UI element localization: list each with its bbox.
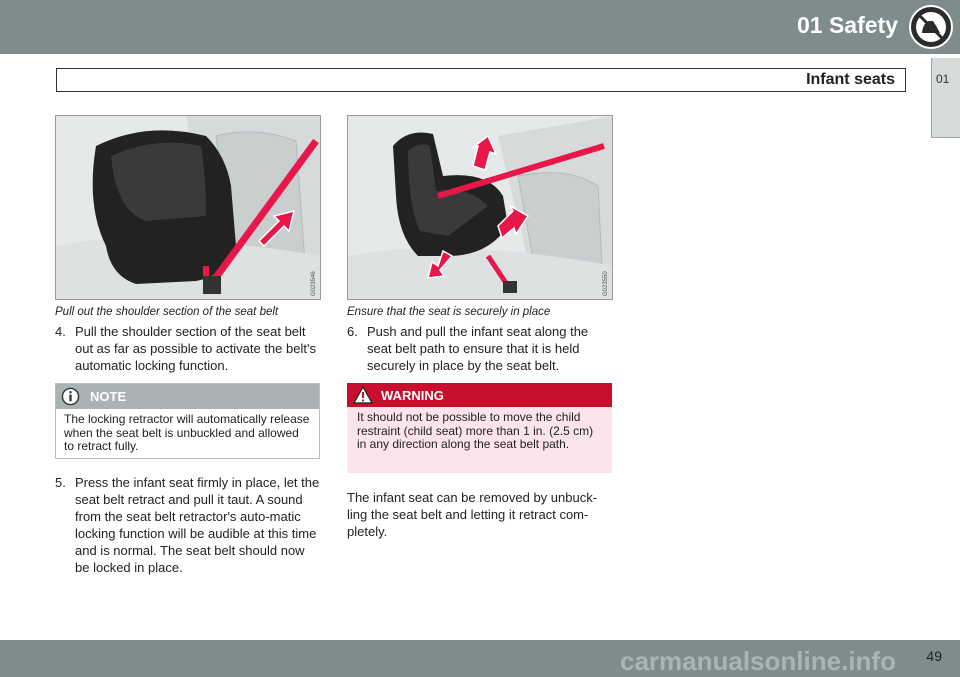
warning-triangle-icon	[353, 386, 373, 404]
note-body: The locking retractor will automatically release when the seat belt is unbuckled and allowed to retract fully.	[64, 412, 310, 453]
step-5	[55, 474, 320, 576]
no-child-seat-icon	[907, 3, 955, 51]
chapter-side-tab[interactable]	[931, 58, 960, 138]
step-text: Push and pull the infant seat along the seat belt path to ensure that it is held securely in place by the seat belt.	[367, 324, 589, 373]
figure-caption: Pull out the shoulder section of the seat belt	[55, 306, 279, 318]
chapter-side-tab-label: 01	[936, 72, 950, 86]
chapter-title: 01 Safety	[796, 12, 898, 38]
infant-seat-belt-illustration	[56, 116, 321, 300]
page-number: 49	[926, 648, 942, 664]
warning-body: It should not be possible to move the child restraint (child seat) more than 1 in. (2.5 cm) in any direction along the seat belt path.	[357, 410, 594, 451]
warning-header	[347, 383, 612, 407]
warning-title: WARNING	[381, 388, 444, 403]
figure-pull-belt	[55, 115, 321, 300]
note-box	[55, 383, 320, 459]
step-number: 5.	[55, 475, 66, 490]
figure-secure-seat	[347, 115, 613, 300]
section-bar	[56, 68, 906, 92]
infant-seat-secure-illustration	[348, 116, 613, 300]
figure-code: G023546	[311, 271, 317, 296]
removal-paragraph: The infant seat can be removed by unbuck-ling the seat belt and letting it retract com-pletely.	[347, 490, 598, 539]
warning-box	[347, 383, 612, 473]
figure-code: G023550	[603, 271, 609, 296]
step-text: Pull the shoulder section of the seat belt out as far as possible to activate the belt's automatic locking function.	[75, 324, 316, 373]
step-number: 6.	[347, 324, 358, 339]
info-icon	[61, 387, 80, 406]
step-6	[347, 323, 612, 374]
note-title: NOTE	[90, 389, 127, 404]
note-header	[56, 384, 319, 409]
watermark: carmanualsonline.info	[620, 646, 896, 676]
step-4	[55, 323, 320, 374]
step-number: 4.	[55, 324, 66, 339]
step-text: Press the infant seat firmly in place, let the seat belt retract and pull it taut. A sound from the seat belt retractor's auto-matic locking function will be audible at this time and is normal. The seat belt should now be locked in place.	[75, 475, 320, 575]
figure-caption: Ensure that the seat is securely in place	[347, 306, 551, 318]
section-title: Infant seats	[806, 71, 895, 88]
